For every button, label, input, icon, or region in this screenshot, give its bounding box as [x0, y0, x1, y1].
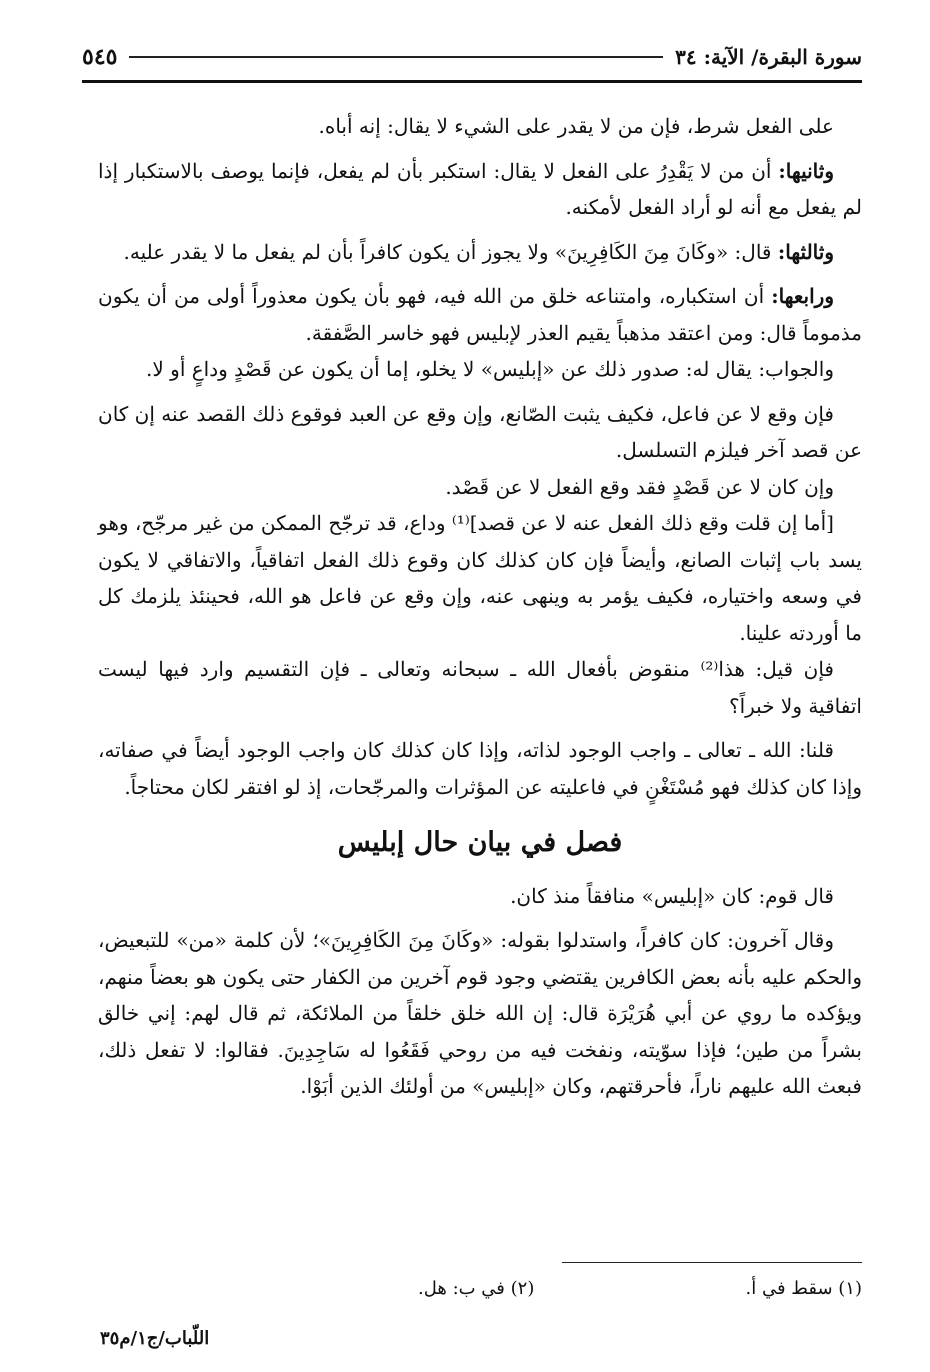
- paragraph: قال قوم: كان «إبليس» منافقاً منذ كان.: [510, 883, 834, 908]
- paragraph-label: وثانيها:: [778, 158, 834, 183]
- paragraph: وإن كان لا عن قَصْدٍ فقد وقع الفعل لا عن قَصْد.: [445, 474, 834, 499]
- signature-reference: اللّباب/ج١/م٣٥: [100, 1328, 210, 1349]
- paragraph-label: وثالثها:: [777, 239, 834, 264]
- footnotes: [98, 1278, 862, 1299]
- header-dash: [129, 56, 663, 58]
- paragraph-label: ورابعها:: [771, 284, 834, 308]
- footnote-2: (٢) في ب: هل.: [418, 1278, 535, 1299]
- paragraph: فإن قيل: هذا⁽²⁾ منقوض بأفعال الله ـ سبحانه وتعالى ـ فإن التقسيم وارد فيها ليست اتفاقية ولا خبراً؟: [98, 657, 862, 718]
- paragraph: وقال آخرون: كان كافراً، واستدلوا بقوله: «وكَانَ مِنَ الكَافِرِينَ»؛ لأن كلمة «من» للتبعيض، والحكم عليه بأنه بعض الكافرين يقتضي وجود قوم آخرين من الكفار حتى يكون هو بعضاً منهم، ويؤكده ما روي عن أبي هُرَيْرَة قال: إن الله خلق خلقاً من الملائكة، ثم قال لهم: إني خالق بشراً من طين؛ فإذا سوّيته، ونفخت فيه من روحي فَقَعُوا له سَاجِدِينَ. فقالوا: لا تفعل ذلك، فبعث الله عليهم ناراً، فأحرقتهم، وكان «إبليس» من أولئك الذين أبَوْا.: [98, 928, 862, 1098]
- surah-reference: سورة البقرة/ الآية: ٣٤: [675, 45, 862, 69]
- paragraph: وثالثها: قال: «وكَانَ مِنَ الكَافِرِينَ» ولا يجوز أن يكون كافراً بأن لم يفعل ما لا يقدر عليه.: [123, 239, 834, 264]
- section-title: فصل في بيان حال إبليس: [337, 827, 623, 858]
- running-header: [82, 40, 862, 74]
- paragraph: والجواب: يقال له: صدور ذلك عن «إبليس» لا يخلو، إما أن يكون عن قَصْدٍ وداعٍ أو لا.: [146, 357, 834, 381]
- paragraph: قلنا: الله ـ تعالى ـ واجب الوجود لذاته، وإذا كان كذلك كان واجب الوجود أيضاً في صفاته، وإذا كان كذلك فهو مُسْتَغْنٍ في فاعليته عن المؤثرات والمرجّحات، إذ لو افتقر لكان محتاجاً.: [98, 738, 862, 799]
- header-rule: [82, 80, 862, 83]
- paragraph: ورابعها: أن استكباره، وامتناعه خلق من الله فيه، فهو بأن يكون معذوراً أولى من أن يكون مذموماً قال: ومن اعتقد مذهباً يقيم العذر لإبليس فهو خاسر الصَّفقة.: [98, 284, 862, 345]
- footnote-1: (١) سقط في أ.: [745, 1278, 862, 1299]
- paragraph: [أما إن قلت وقع ذلك الفعل عنه لا عن قصد]⁽¹⁾ وداع، قد ترجّح الممكن من غير مرجّح، وهو يسد باب إثبات الصانع، وأيضاً فإن كان كذلك كان وقوع ذلك الفعل اتفاقياً، والاتفاقي لا يكون في وسعه واختياره، فكيف يؤمر به وينهى عنه، وإن وقع عن فاعل هو الله، فحينئذ يلزمك كل ما أوردته علينا.: [98, 511, 862, 645]
- page-number: ٥٤٥: [82, 44, 118, 70]
- paragraph: وثانيها: أن من لا يَقْدِرُ على الفعل لا يقال: استكبر بأن لم يفعل، فإنما يوصف بالاستكبار إذا لم يفعل مع أنه لو أراد الفعل لأمكنه.: [98, 158, 862, 219]
- paragraph: فإن وقع لا عن فاعل، فكيف يثبت الصّانع، وإن وقع عن العبد فوقوع ذلك القصد عنه إن كان عن قصد آخر فيلزم التسلسل.: [98, 401, 862, 462]
- paragraph: على الفعل شرط، فإن من لا يقدر على الشيء لا يقال: إنه أباه.: [318, 114, 834, 138]
- body-text: [98, 108, 862, 1105]
- footnote-rule: [562, 1262, 862, 1263]
